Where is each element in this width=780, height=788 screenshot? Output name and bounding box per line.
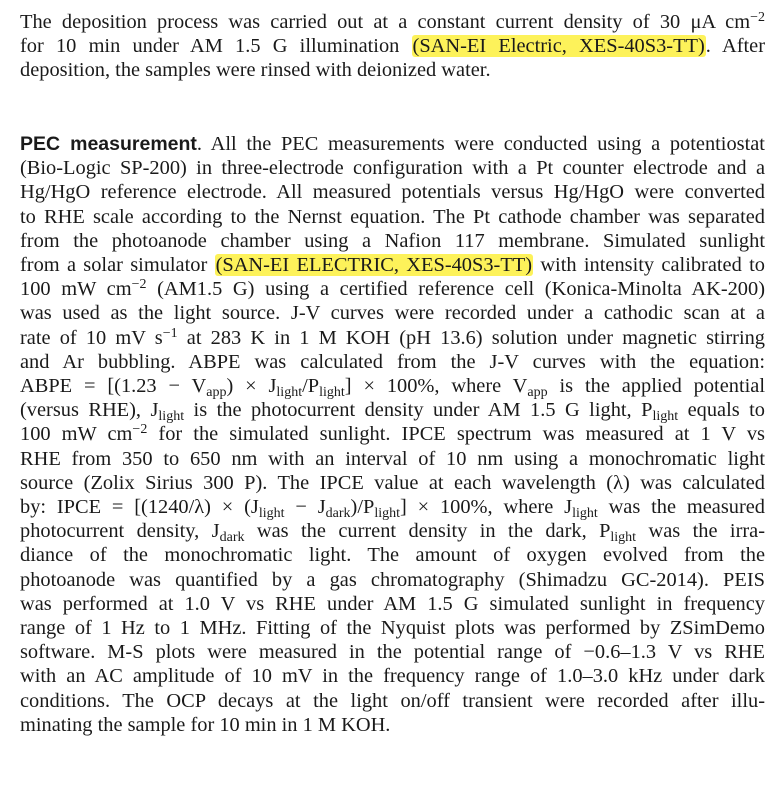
section-heading: PEC measurement	[20, 133, 197, 155]
text-line: conditions. The OCP decays at the light on/off transient were recorded after illu-	[20, 689, 765, 712]
text-line: was performed at 1.0 V vs RHE under AM 1.5 G simulated sunlight in frequency	[20, 592, 765, 615]
text-line: by: IPCE = $[(1240/\lambda) \times (J_{light} - J_{dark})/P_{light}] \times 100\%$, where $J_{light}$ was the measured	[20, 496, 765, 522]
text-line: and Ar bubbling. ABPE was calculated from the J-V curves with the equation:	[20, 350, 765, 373]
deposition-paragraph	[20, 10, 765, 83]
text-line: software. M-S plots were measured in the potential range of −0.6–1.3 V vs RHE	[20, 641, 765, 664]
text-line: photocurrent density, $J_{dark}$ was the current density in the dark, $P_{light}$ was the irra-	[20, 520, 765, 546]
text-line: diance of the monochromatic light. The amount of oxygen evolved from the	[20, 544, 765, 567]
text-line: deposition, the samples were rinsed with deionized water.	[20, 59, 491, 82]
text-line: ABPE = $[(1.23 - V_{app}) \times J_{light}/P_{light}] \times 100\%$, where $V_{app}$ is the applied potential	[20, 375, 765, 401]
highlighted-text: (SAN-EI Electric, XES-40S3-TT)	[412, 35, 705, 58]
text-line: PEC measurement. All the PEC measurements were conducted using a potentiostat	[20, 133, 765, 155]
text-line: from the photoanode chamber using a Nafion 117 membrane. Simulated sunlight	[20, 229, 765, 252]
text-line: was used as the light source. J-V curves were recorded under a cathodic scan at a	[20, 302, 765, 325]
text-line: for 10 min under AM 1.5 G illumination (SAN-EI Electric, XES-40S3-TT). After	[20, 35, 765, 58]
text-line: 100 mW $cm^{-2}$ (AM1.5 G) using a certified reference cell (Konica-Minolta AK-200)	[20, 277, 765, 301]
text-line: source (Zolix Sirius 300 P). The IPCE value at each wavelength (λ) was calculated	[20, 471, 765, 494]
text-line: (versus RHE), $J_{light}$ is the photocurrent density under AM 1.5 G light, $P_{light}$ equals to	[20, 399, 765, 425]
highlighted-text: (SAN-EI ELECTRIC, XES-40S3-TT)	[215, 254, 533, 277]
text-line: 100 mW $cm^{-2}$ for the simulated sunlight. IPCE spectrum was measured at 1 V vs	[20, 422, 765, 446]
text-line: RHE from 350 to 650 nm with an interval of 10 nm using a monochromatic light	[20, 447, 765, 470]
text-line: (Bio-Logic SP-200) in three-electrode configuration with a Pt counter electrode and a	[20, 157, 765, 180]
pec-measurement-paragraph	[20, 132, 765, 737]
text-line: with an AC amplitude of 10 mV in the frequency range of 1.0–3.0 kHz under dark	[20, 665, 765, 688]
text-line: to RHE scale according to the Nernst equation. The Pt cathode chamber was separated	[20, 205, 765, 228]
text-line: The deposition process was carried out at a constant current density of 30 μA $cm^{-2}$	[20, 10, 765, 33]
text-line: from a solar simulator (SAN-EI ELECTRIC, XES-40S3-TT) with intensity calibrated to	[20, 254, 765, 277]
text-line: range of 1 Hz to 1 MHz. Fitting of the Nyquist plots was performed by ZSimDemo	[20, 617, 765, 640]
text-line: minating the sample for 10 min in 1 M KOH.	[20, 713, 391, 736]
text-line: photoanode was quantified by a gas chromatography (Shimadzu GC-2014). PEIS	[20, 568, 765, 591]
text-line: rate of 10 mV $s^{-1}$ at 283 K in 1 M KOH (pH 13.6) solution under magnetic stirring	[20, 325, 765, 349]
text-line: Hg/HgO reference electrode. All measured potentials versus Hg/HgO were converted	[20, 181, 765, 204]
